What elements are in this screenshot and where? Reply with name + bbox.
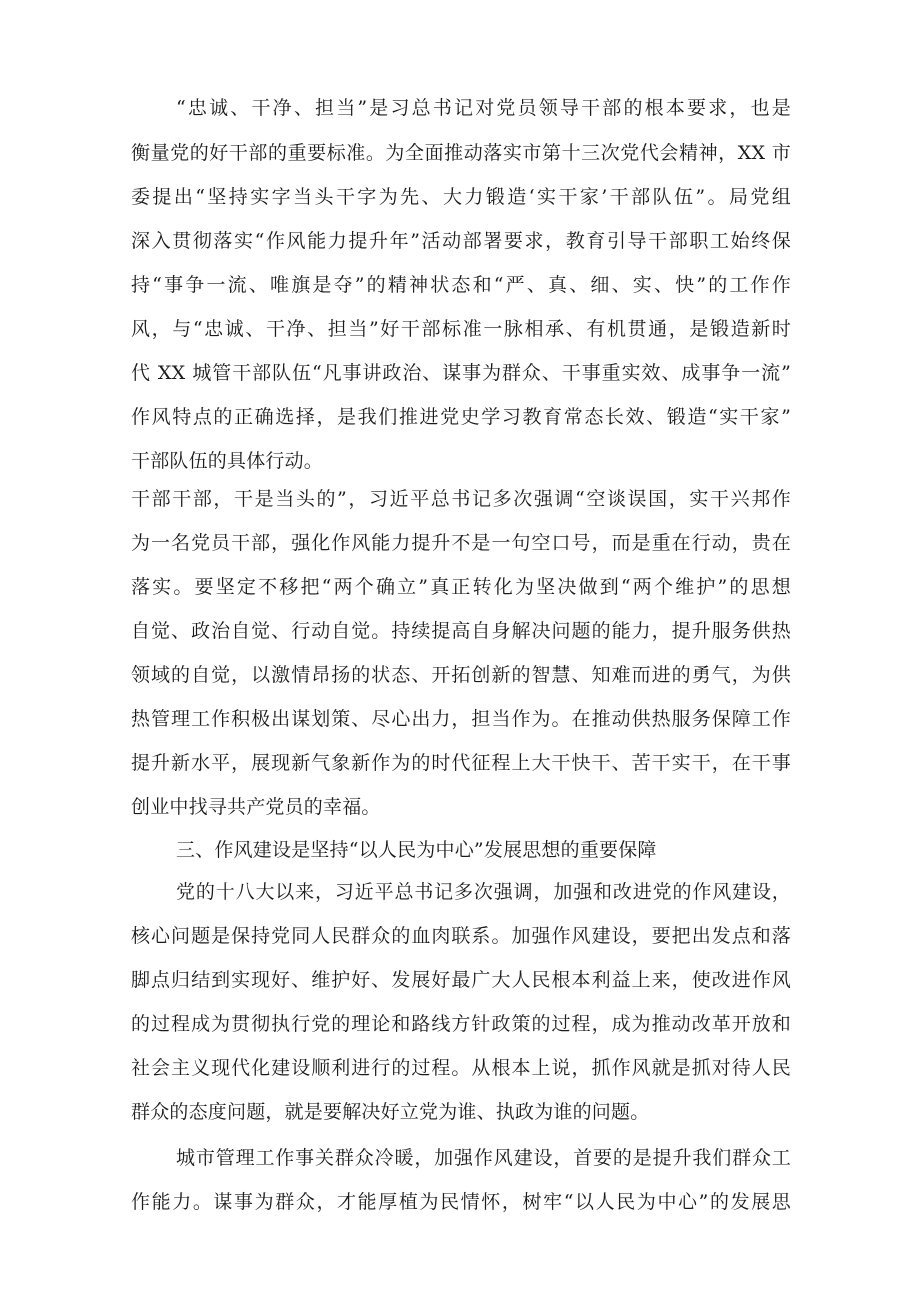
text-line: 党的十八大以来，习近平总书记多次强调，加强和改进党的作风建设， xyxy=(176,881,791,903)
text-line: 核心问题是保持党同人民群众的血肉联系。加强作风建设，要把出发点和落 xyxy=(131,925,791,947)
text-line: 群众的态度问题，就是要解决好立党为谁、执政为谁的问题。 xyxy=(131,1101,650,1123)
text-line: 创业中找寻共产党员的幸福。 xyxy=(131,796,381,818)
text-line: “忠诚、干净、担当”是习总书记对党员领导干部的根本要求，也是 xyxy=(176,97,791,119)
text-line: 的过程成为贯彻执行党的理论和路线方针政策的过程，成为推动改革开放和 xyxy=(131,1013,791,1035)
text-line: 城市管理工作事关群众冷暖，加强作风建设，首要的是提升我们群众工 xyxy=(176,1147,791,1169)
text-line: 自觉、政治自觉、行动自觉。持续提高自身解决问题的能力，提升服务供热 xyxy=(131,620,791,642)
text-line: 为一名党员干部，强化作风能力提升不是一句空口号，而是重在行动，贵在 xyxy=(131,532,791,554)
text-line: 风，与“忠诚、干净、担当”好干部标准一脉相承、有机贯通，是锻造新时 xyxy=(131,318,791,340)
text-line: 深入贯彻落实“作风能力提升年”活动部署要求，教育引导干部职工始终保 xyxy=(131,230,791,252)
text-line: 持“事争一流、唯旗是夺”的精神状态和“严、真、细、实、快”的工作作 xyxy=(131,274,791,296)
text-line: 领域的自觉，以激情昂扬的状态、开拓创新的智慧、知难而进的勇气，为供 xyxy=(131,664,791,686)
text-line: 干部干部，干是当头的”，习近平总书记多次强调“空谈误国，实干兴邦作 xyxy=(131,488,791,510)
text-line: 干部队伍的具体行动。 xyxy=(131,450,324,472)
text-line: 脚点归结到实现好、维护好、发展好最广大人民根本利益上来，使改进作风 xyxy=(131,969,791,991)
text-line: 提升新水平，展现新气象新作为的时代征程上大干快干、苦干实干，在干事 xyxy=(131,752,791,774)
text-line: 作风特点的正确选择，是我们推进党史学习教育常态长效、锻造“实干家” xyxy=(131,406,791,428)
text-line: 代 XX 城管干部队伍“凡事讲政治、谋事为群众、干事重实效、成事争一流” xyxy=(131,362,791,384)
text-line: 衡量党的好干部的重要标准。为全面推动落实市第十三次党代会精神，XX 市 xyxy=(131,142,791,164)
text-line: 落实。要坚定不移把“两个确立”真正转化为坚决做到“两个维护”的思想 xyxy=(131,576,791,598)
section-heading: 三、作风建设是坚持“以人民为中心”发展思想的重要保障 xyxy=(176,839,657,861)
text-line: 热管理工作积极出谋划策、尽心出力，担当作为。在推动供热服务保障工作 xyxy=(131,708,791,730)
text-line: 作能力。谋事为群众，才能厚植为民情怀，树牢“以人民为中心”的发展思 xyxy=(131,1191,791,1213)
text-line: 委提出“坚持实字当头干字为先、大力锻造‘实干家’干部队伍”。局党组 xyxy=(131,186,791,208)
text-line: 社会主义现代化建设顺利进行的过程。从根本上说，抓作风就是抓对待人民 xyxy=(131,1057,791,1079)
